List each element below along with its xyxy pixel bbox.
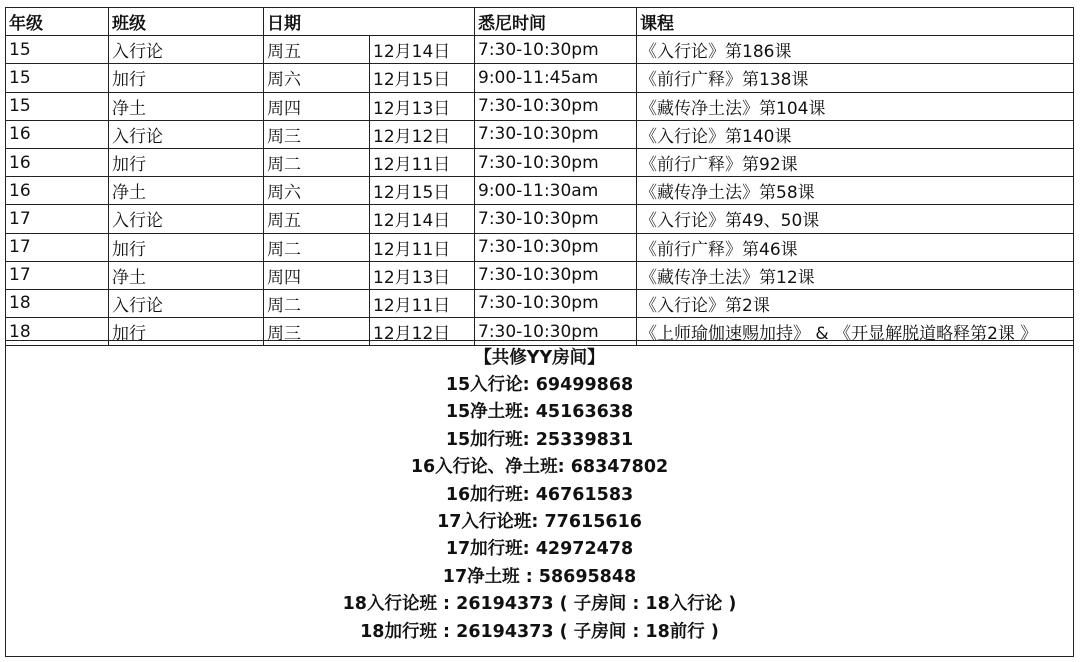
room-line: 17加行班: 42972478 <box>445 539 634 560</box>
table-row <box>6 261 1074 289</box>
grade-cell: 18 <box>6 289 109 317</box>
weekday-cell: 周六 <box>264 177 370 205</box>
course-cell: 《入行论》第140课 <box>637 120 1074 148</box>
course-cell: 《入行论》第2课 <box>637 289 1074 317</box>
room-line: 18入行论班 : 26194373 ( 子房间 : 18入行论 ) <box>342 594 737 615</box>
class-cell: 入行论 <box>109 120 264 148</box>
schedule-table <box>5 7 1074 346</box>
time-cell: 7:30-10:30pm <box>475 318 637 346</box>
weekday-cell: 周三 <box>264 318 370 346</box>
class-cell: 入行论 <box>109 289 264 317</box>
date-cell: 12月11日 <box>370 233 475 261</box>
date-cell: 12月15日 <box>370 64 475 92</box>
table-row <box>6 92 1074 120</box>
date-cell: 12月14日 <box>370 36 475 64</box>
rooms-title: 【共修YY房间】 <box>474 348 605 368</box>
header-date: 日期 <box>264 8 475 36</box>
weekday-cell: 周五 <box>264 36 370 64</box>
room-line: 16加行班: 46761583 <box>445 484 634 505</box>
header-row <box>6 8 1074 36</box>
class-cell: 净土 <box>109 92 264 120</box>
course-cell: 《上师瑜伽速赐加持》 & 《开显解脱道略释第2课 》 <box>637 318 1074 346</box>
time-cell: 7:30-10:30pm <box>475 233 637 261</box>
course-cell: 《入行论》第186课 <box>637 36 1074 64</box>
date-cell: 12月11日 <box>370 148 475 176</box>
weekday-cell: 周六 <box>264 64 370 92</box>
date-cell: 12月13日 <box>370 92 475 120</box>
course-cell: 《藏传净土法》第104课 <box>637 92 1074 120</box>
grade-cell: 17 <box>6 233 109 261</box>
table-row <box>6 64 1074 92</box>
time-cell: 7:30-10:30pm <box>475 148 637 176</box>
class-cell: 净土 <box>109 261 264 289</box>
room-line: 15加行班: 25339831 <box>445 429 634 450</box>
weekday-cell: 周四 <box>264 261 370 289</box>
table-row <box>6 233 1074 261</box>
room-line: 18加行班 : 26194373 ( 子房间 : 18前行 ) <box>360 621 719 642</box>
course-cell: 《前行广释》第138课 <box>637 64 1074 92</box>
table-row <box>6 205 1074 233</box>
weekday-cell: 周二 <box>264 289 370 317</box>
time-cell: 7:30-10:30pm <box>475 205 637 233</box>
table-row <box>6 177 1074 205</box>
class-cell: 净土 <box>109 177 264 205</box>
table-row <box>6 289 1074 317</box>
class-cell: 加行 <box>109 233 264 261</box>
grade-cell: 17 <box>6 205 109 233</box>
grade-cell: 16 <box>6 148 109 176</box>
header-course: 课程 <box>637 8 1074 36</box>
grade-cell: 17 <box>6 261 109 289</box>
room-line: 17入行论班: 77615616 <box>437 512 642 532</box>
time-cell: 7:30-10:30pm <box>475 120 637 148</box>
header-grade: 年级 <box>6 8 109 36</box>
date-cell: 12月12日 <box>370 120 475 148</box>
yy-rooms-section <box>5 340 1074 657</box>
class-cell: 加行 <box>109 148 264 176</box>
weekday-cell: 周四 <box>264 92 370 120</box>
date-cell: 12月14日 <box>370 205 475 233</box>
weekday-cell: 周二 <box>264 148 370 176</box>
room-line: 17净土班 : 58695848 <box>442 566 637 587</box>
grade-cell: 16 <box>6 120 109 148</box>
course-cell: 《藏传净土法》第58课 <box>637 177 1074 205</box>
class-cell: 入行论 <box>109 205 264 233</box>
class-cell: 入行论 <box>109 36 264 64</box>
header-class: 班级 <box>109 8 264 36</box>
header-sydney-time: 悉尼时间 <box>475 8 637 36</box>
time-cell: 7:30-10:30pm <box>475 92 637 120</box>
grade-cell: 16 <box>6 177 109 205</box>
room-line: 15净土班: 45163638 <box>445 402 634 423</box>
table-row <box>6 148 1074 176</box>
class-cell: 加行 <box>109 318 264 346</box>
time-cell: 7:30-10:30pm <box>475 36 637 64</box>
time-cell: 7:30-10:30pm <box>475 289 637 317</box>
grade-cell: 15 <box>6 64 109 92</box>
date-cell: 12月11日 <box>370 289 475 317</box>
weekday-cell: 周二 <box>264 233 370 261</box>
weekday-cell: 周三 <box>264 120 370 148</box>
time-cell: 9:00-11:30am <box>475 177 637 205</box>
grade-cell: 18 <box>6 318 109 346</box>
course-cell: 《前行广释》第46课 <box>637 233 1074 261</box>
date-cell: 12月15日 <box>370 177 475 205</box>
course-cell: 《藏传净土法》第12课 <box>637 261 1074 289</box>
date-cell: 12月12日 <box>370 318 475 346</box>
table-row <box>6 120 1074 148</box>
course-cell: 《前行广释》第92课 <box>637 148 1074 176</box>
table-row <box>6 36 1074 64</box>
class-cell: 加行 <box>109 64 264 92</box>
date-cell: 12月13日 <box>370 261 475 289</box>
grade-cell: 15 <box>6 36 109 64</box>
weekday-cell: 周五 <box>264 205 370 233</box>
room-line: 16入行论、净土班: 68347802 <box>410 457 669 478</box>
course-cell: 《入行论》第49、50课 <box>637 205 1074 233</box>
time-cell: 9:00-11:45am <box>475 64 637 92</box>
room-line: 15入行论: 69499868 <box>445 375 634 395</box>
grade-cell: 15 <box>6 92 109 120</box>
time-cell: 7:30-10:30pm <box>475 261 637 289</box>
